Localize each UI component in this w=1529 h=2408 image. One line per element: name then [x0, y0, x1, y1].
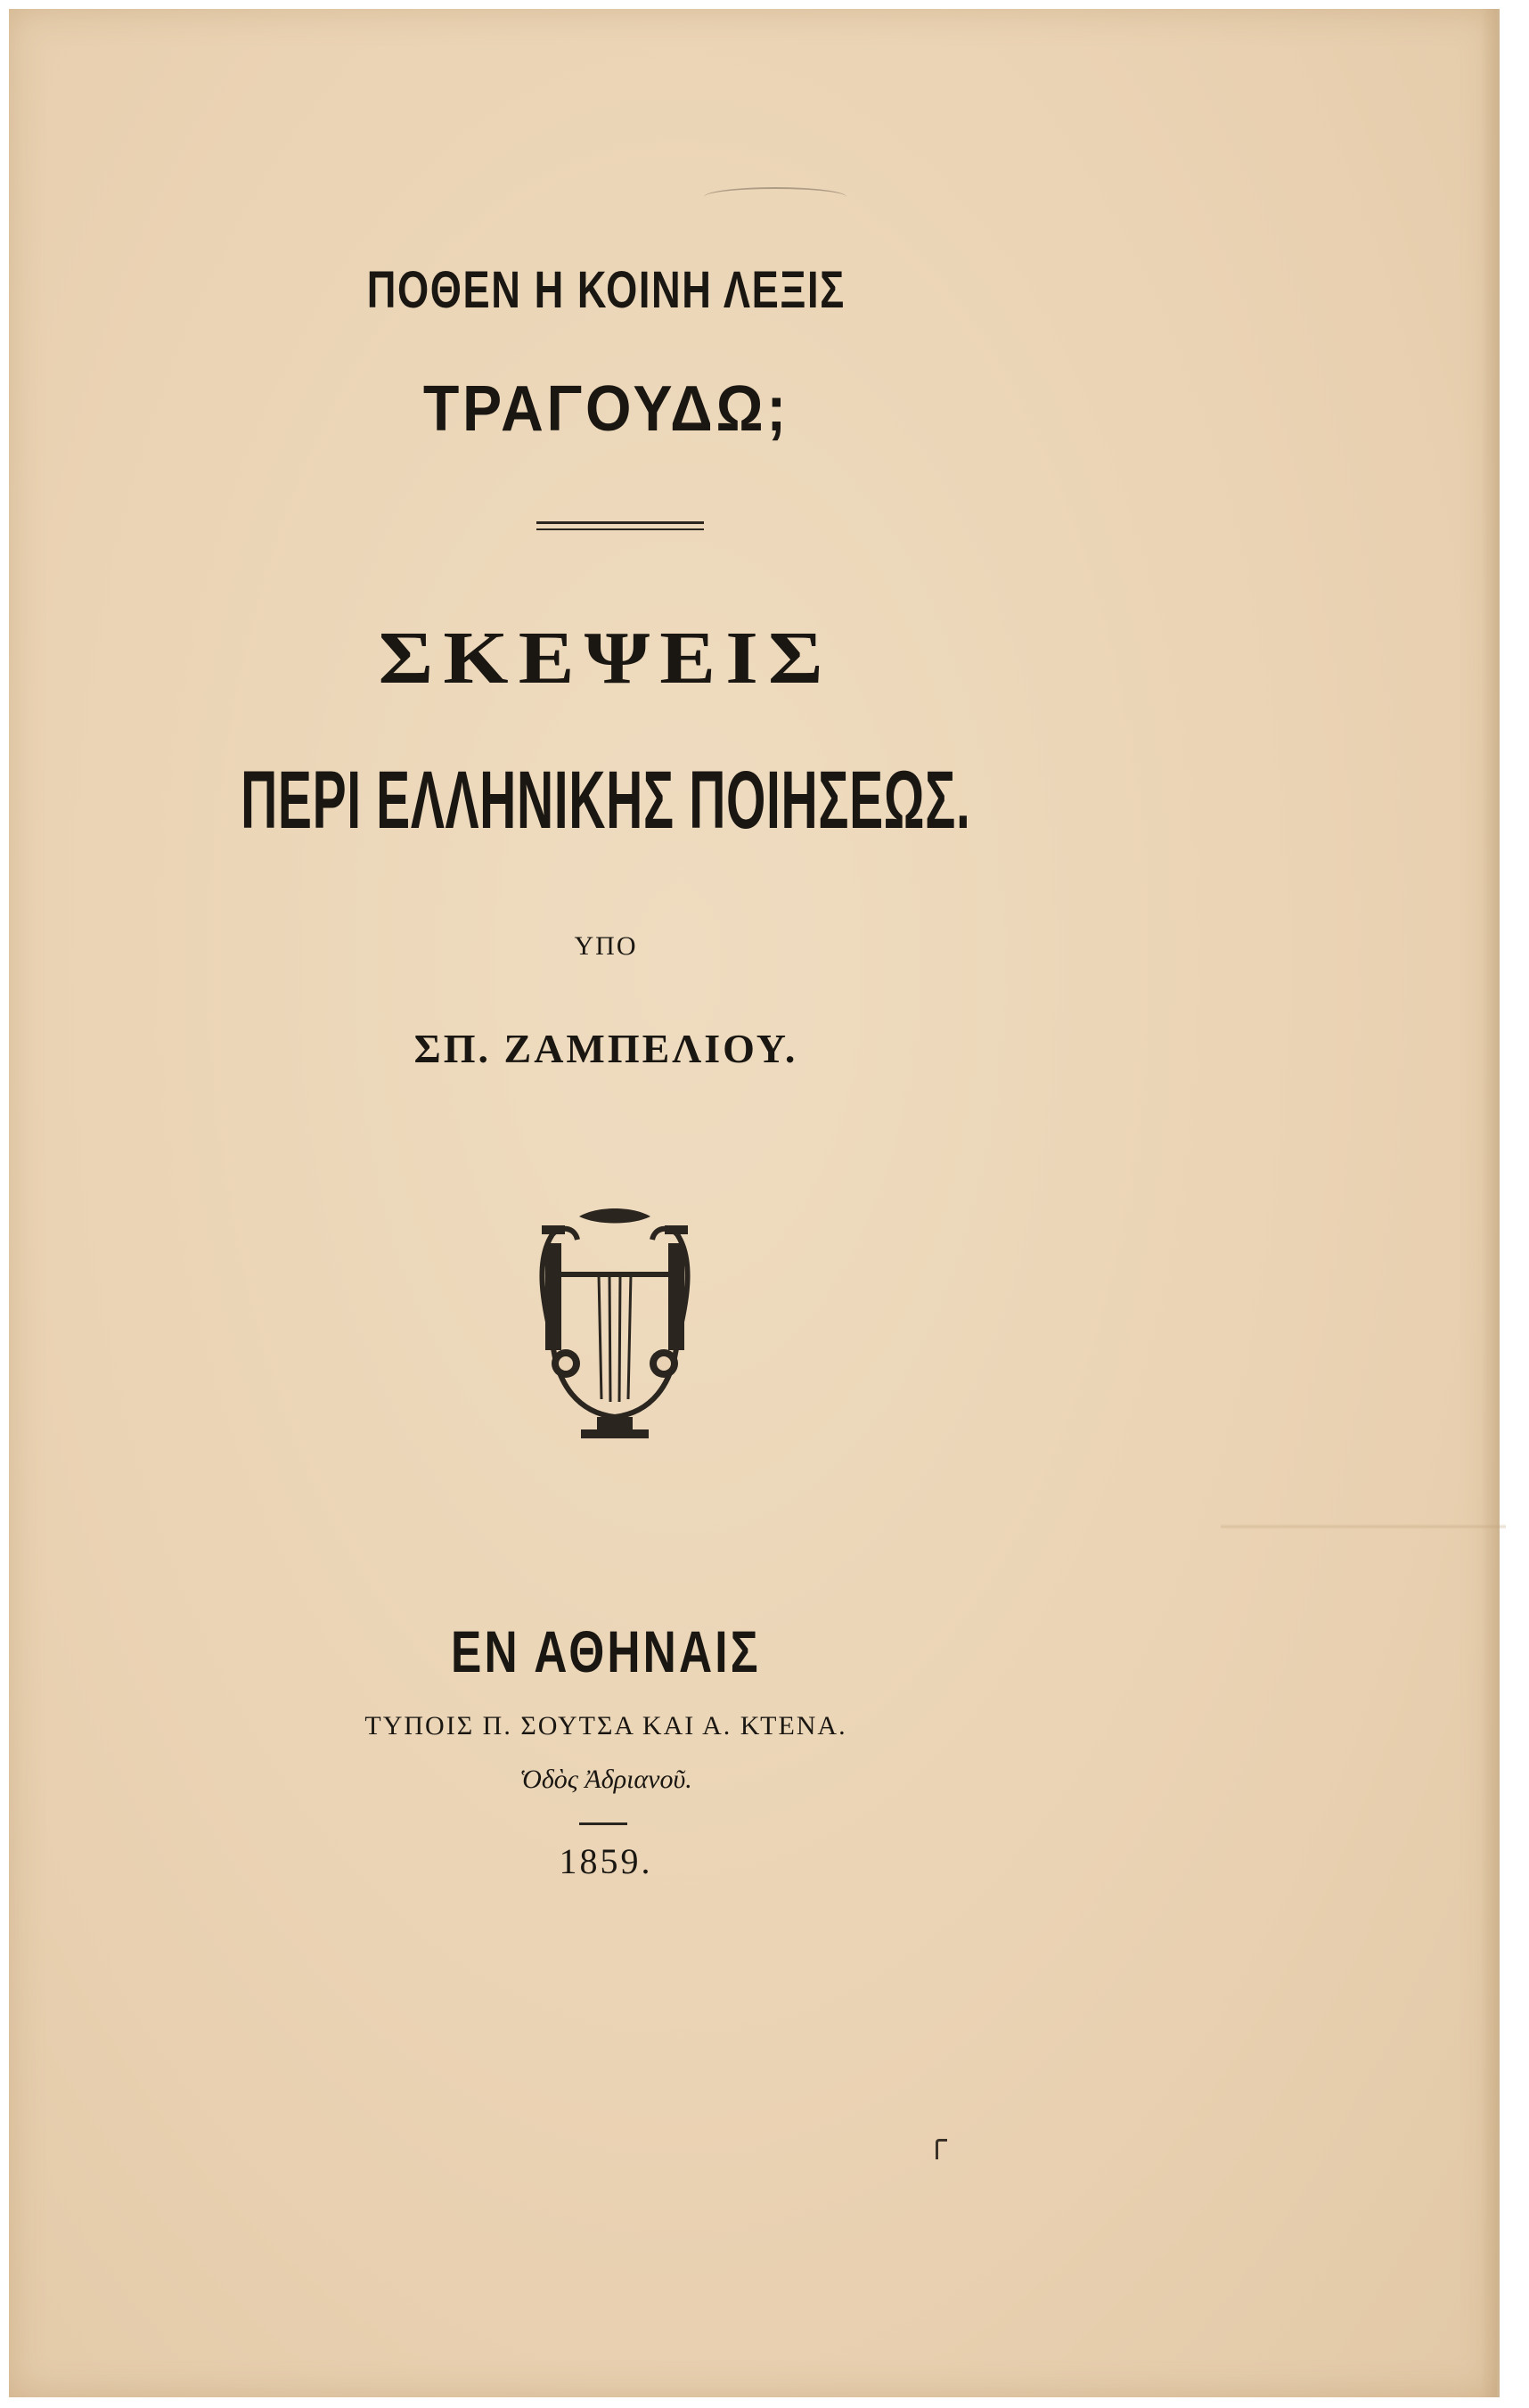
- short-rule: [579, 1822, 627, 1825]
- title-line-2: ΤΡΑΓΟΥΔΩ;: [422, 373, 789, 445]
- paper-mark: [704, 187, 846, 207]
- subtitle-line: ΠΕΡΙ ΕΛΛΗΝΙΚΗΣ ΠΟΙΗΣΕΩΣ.: [241, 755, 971, 846]
- street-line: Ὁδὸς Ἀδριανοῦ.: [519, 1765, 692, 1794]
- place-line: ΕΝ ΑΘΗΝΑΙΣ: [451, 1618, 761, 1684]
- author-name: ΣΠ. ΖΑΜΠΕΛΙΟΥ.: [413, 1026, 798, 1071]
- printer-line: ΤΥΠΟΙΣ Π. ΣΟΥΤΣΑ ΚΑΙ Α. ΚΤΕΝΑ.: [364, 1711, 847, 1740]
- paper-speck: [936, 2139, 947, 2159]
- paper-fold: [1221, 1524, 1506, 1529]
- double-rule-bottom: [536, 528, 704, 530]
- subtitle-heading: ΣΚΕΨΕΙΣ: [378, 617, 834, 700]
- title-page: [9, 9, 1500, 2397]
- double-rule-top: [536, 521, 704, 524]
- by-label: ΥΠΟ: [574, 931, 638, 961]
- lyre-icon: [526, 1208, 704, 1457]
- title-line-1: ΠΟΘΕΝ Η ΚΟΙΝΗ ΛΕΞΙΣ: [366, 261, 846, 319]
- year-line: 1859.: [559, 1841, 653, 1881]
